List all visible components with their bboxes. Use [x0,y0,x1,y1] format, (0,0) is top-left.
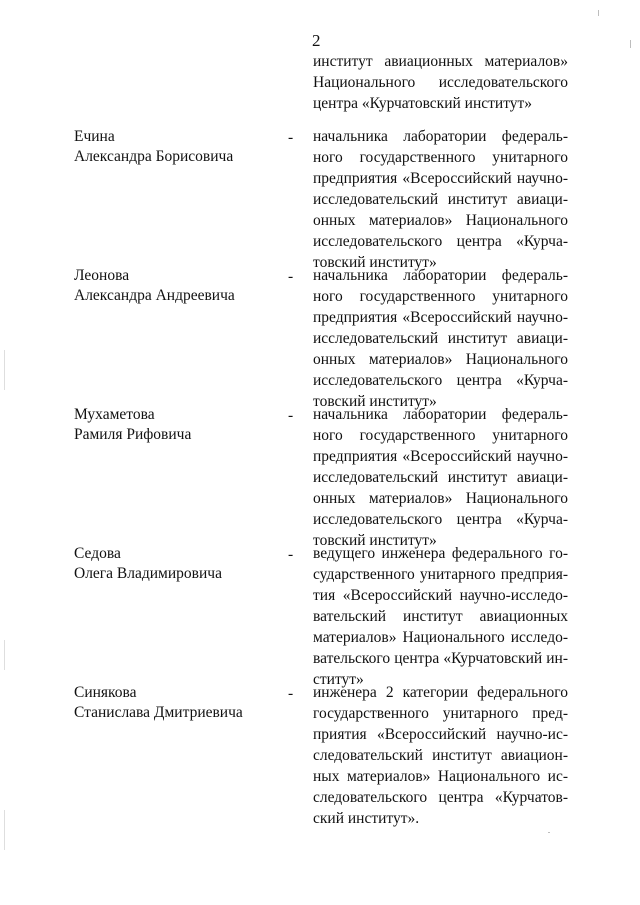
description-line: предприятия «Всероссийский научно- [313,309,568,326]
person-name [74,683,284,723]
scan-mark [4,810,5,850]
person-name [74,405,284,445]
description-line: исследовательский институт авиаци- [313,191,568,208]
description-line: начальника лаборатории федераль- [313,267,568,284]
description-line: ведущего инженера федерального го- [313,545,568,562]
description-line: предприятия «Всероссийский научно- [313,170,568,187]
description-line: начальника лаборатории федераль- [313,128,568,145]
surname: Ечина [74,128,115,145]
description-line: инженера 2 категории федерального [313,684,568,701]
description-line: товский институт» [313,254,437,271]
description-line: следовательский институт авиацион- [313,747,568,764]
entry-dash: - [288,546,294,563]
description-line: ский институт». [313,810,420,827]
position-description [313,126,568,273]
description-line: вательский институт авиационных [313,608,568,625]
scan-mark [4,350,5,390]
description-line: ститут» [313,671,364,688]
person-name [74,544,284,584]
entry-dash: - [288,268,294,285]
description-line: онных материалов» Национального [313,212,568,229]
description-line: товский институт» [313,393,437,410]
given-names: Александра Борисовича [74,148,234,165]
description-line: тия «Всероссийский научно-исследо- [313,587,568,604]
description-line: материалов» Национального исследо- [313,629,568,646]
description-line: государственного унитарного пред- [313,705,568,722]
description-line: ного государственного унитарного [313,149,568,166]
description-line: начальника лаборатории федераль- [313,406,568,423]
position-description [313,543,568,690]
description-line: ного государственного унитарного [313,288,568,305]
surname: Мухаметова [74,406,155,423]
description-line: онных материалов» Национального [313,351,568,368]
description-line: ного государственного унитарного [313,427,568,444]
entry-dash: - [288,407,294,424]
description-line: предприятия «Всероссийский научно- [313,448,568,465]
description-line: ных материалов» Национального ис- [313,768,568,785]
description-line: исследовательского центра «Курча- [313,511,568,528]
description-line: исследовательский институт авиаци- [313,469,568,486]
surname: Синякова [74,684,137,701]
entry-dash: - [288,129,294,146]
scan-mark [4,640,5,670]
given-names: Станислава Дмитриевича [74,704,243,721]
scan-mark [598,10,599,16]
given-names: Рамиля Рифовича [74,426,192,443]
description-line: онных материалов» Национального [313,490,568,507]
surname: Седова [74,545,121,562]
person-name [74,266,284,306]
position-description [313,265,568,412]
page-number: 2 [312,31,321,50]
description-line: исследовательского центра «Курча- [313,233,568,250]
description-line: товский институт» [313,532,437,549]
scan-mark [548,832,550,833]
description-line: сударственного унитарного предприя- [313,566,568,583]
continuation-line: Национального исследовательского [313,74,568,91]
continuation-line: институт авиационных материалов» [313,53,568,70]
entry-dash: - [288,685,294,702]
given-names: Олега Владимировича [74,565,222,582]
continuation-text [313,51,568,114]
scan-mark [630,40,631,48]
surname: Леонова [74,267,130,284]
description-line: следовательского центра «Курчатов- [313,789,568,806]
continuation-line: центра «Курчатовский институт» [313,95,533,112]
position-description [313,404,568,551]
position-description [313,682,568,829]
description-line: вательского центра «Курчатовский ин- [313,650,568,667]
given-names: Александра Андреевича [74,287,235,304]
person-name [74,127,284,167]
description-line: приятия «Всероссийский научно-ис- [313,726,568,743]
description-line: исследовательский институт авиаци- [313,330,568,347]
description-line: исследовательского центра «Курча- [313,372,568,389]
